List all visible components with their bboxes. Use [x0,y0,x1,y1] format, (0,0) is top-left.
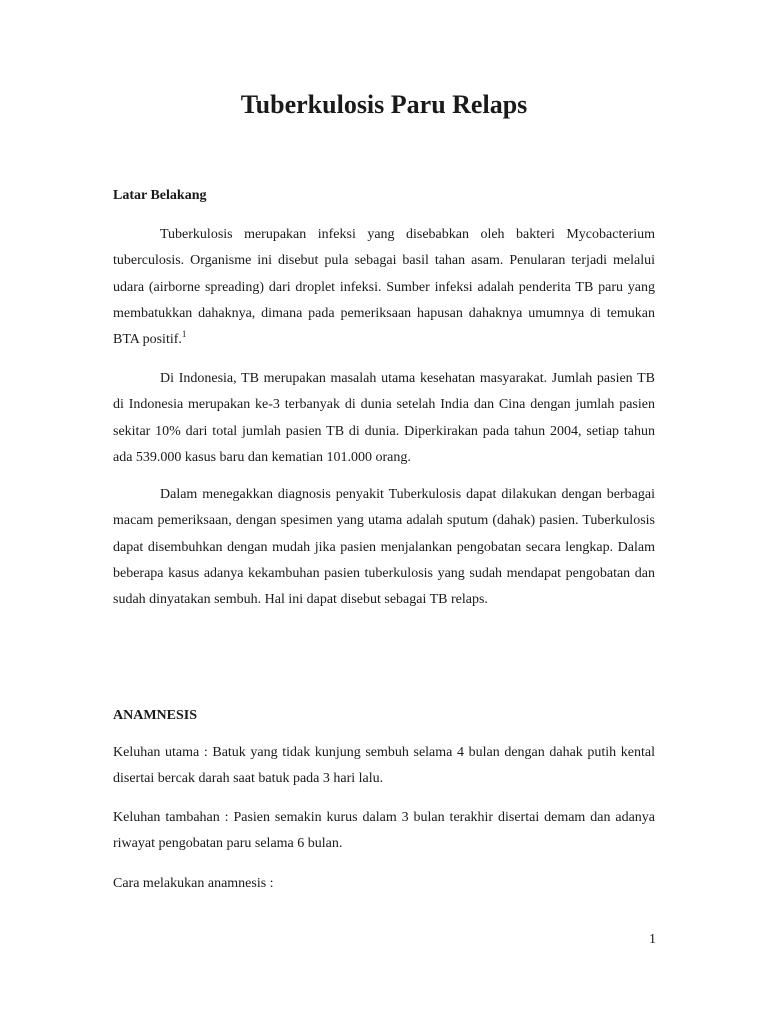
paragraph-diagnosis: Dalam menegakkan diagnosis penyakit Tuberkulosis dapat dilakukan dengan berbagai macam pemeriksaan, dengan spesimen yang utama adalah sputum (dahak) pasien. Tuberkulosis dapat disembuhkan dengan mudah jika pasien menjalankan pengobatan secara lengkap. Dalam beberapa kasus adanya kekambuhan pasien tuberkulosis yang sudah mendapat pengobatan dan sudah dinyatakan sembuh. Hal ini dapat disebut sebagai TB relaps. [113,487,655,608]
section-heading-anamnesis: ANAMNESIS [113,708,198,723]
section-heading-latar-belakang: Latar Belakang [113,188,207,203]
paragraph-keluhan-utama: Keluhan utama : Batuk yang tidak kunjung sembuh selama 4 bulan dengan dahak putih kental disertai bercak darah saat batuk pada 3 hari lalu. [113,745,655,787]
paragraph-cara-anamnesis: Cara melakukan anamnesis : [113,876,274,891]
paragraph-text: Tuberkulosis merupakan infeksi yang disebabkan oleh bakteri Mycobacterium tuberculosis. Organisme ini disebut pula sebagai basil tahan asam. Penularan terjadi melalui udara (airborne spreading) dari droplet infeksi. Sumber infeksi adalah penderita TB paru yang membatukkan dahaknya, dimana pada pemeriksaan hapusan dahaknya umumnya di temukan BTA positif. [113,227,655,348]
paragraph-indonesia-statistics: Di Indonesia, TB merupakan masalah utama kesehatan masyarakat. Jumlah pasien TB di Indonesia merupakan ke-3 terbanyak di dunia setelah India dan Cina dengan jumlah pasien sekitar 10% dari total jumlah pasien TB di dunia. Diperkirakan pada tahun 2004, setiap tahun ada 539.000 kasus baru dan kematian 101.000 orang. [113,371,655,465]
page-number: 1 [649,932,656,947]
footnote-reference: 1 [181,329,187,340]
document-title: Tuberkulosis Paru Relaps [240,90,528,119]
paragraph-keluhan-tambahan: Keluhan tambahan : Pasien semakin kurus dalam 3 bulan terakhir disertai demam dan adanya riwayat pengobatan paru selama 6 bulan. [113,810,655,852]
paragraph-tuberkulosis-definition [113,222,655,353]
